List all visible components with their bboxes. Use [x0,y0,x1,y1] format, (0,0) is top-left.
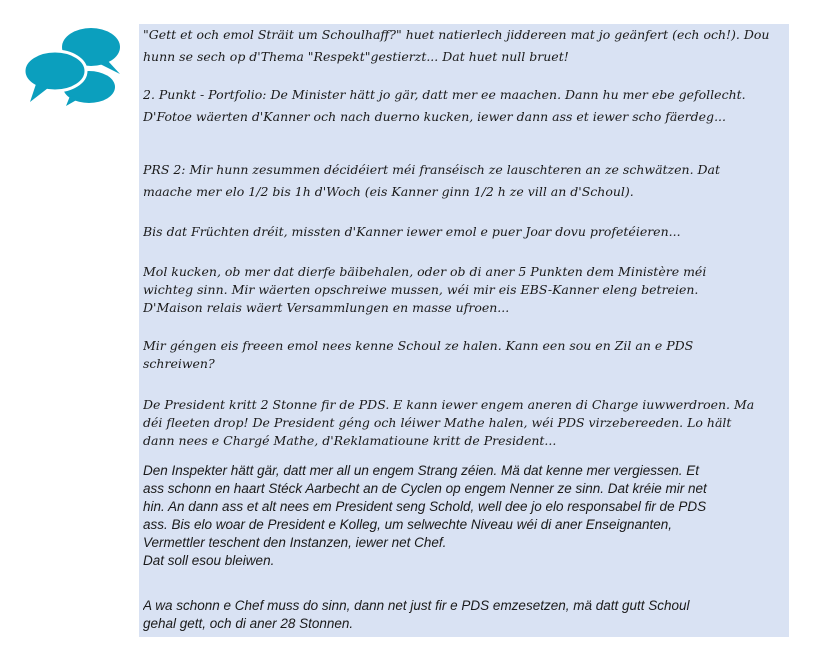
paragraph-2: 2. Punkt - Portfolio: De Minister hätt jo gär, datt mer ee maachen. Dann hu mer ebe gefollecht. D'Fotoe wäerten d'Kanner och nach duerno kucken, iewer dann ass et iewer scho fäerdeg... [143,87,746,124]
paragraph-4: Bis dat Früchten dréit, missten d'Kanner iewer emol e puer Joar dovu profetéieren... [143,224,681,239]
paragraph-9: A wa schonn e Chef muss do sinn, dann net just fir e PDS emzesetzen, mä datt gutt Schoul gehal gett, och di aner 28 Stonnen. [143,598,690,631]
paragraph-3: PRS 2: Mir hunn zesummen décidéiert méi franséisch ze lauschteren an ze schwätzen. Dat maache mer elo 1/2 bis 1h d'Woch (eis Kanner ginn 1/2 h ze vill an d'Schoul). [143,162,721,199]
text-panel [139,24,789,637]
paragraph-6: Mir géngen eis freeen emol nees kenne Schoul ze halen. Kann een sou en Zil an e PDS schreiwen? [143,338,694,371]
speech-bubbles-icon [24,26,124,106]
paragraph-7: De President kritt 2 Stonne fir de PDS. E kann iewer engem aneren di Charge iuwwerdroen. Ma déi fleeten drop! De President géng och léiwer Mathe halen, wéi PDS virzebereeden. Lo hält dann nees e Chargé Mathe, d'Reklamatioune kritt de President... [143,397,755,448]
paragraph-5: Mol kucken, ob mer dat dierfe bäibehalen, oder ob di aner 5 Punkten dem Ministère méi wichteg sinn. Mir wäerten opschreiwe mussen, wéi mir eis EBS-Kanner eleng betreien. D'Maison relais wäert Versammlungen en masse ufroen... [143,264,707,315]
paragraph-8: Den Inspekter hätt gär, datt mer all un engem Strang zéien. Mä dat kenne mer vergiessen. Et ass schonn en haart Stéck Aarbecht an de Cyclen op engem Nenner ze sinn. Dat kréie mir net hin. An dann ass et alt nees em President seng Schold, well dee jo elo responsabel fir de PDS ass. Bis elo woar de President e Kolleg, um selwechte Niveau wéi di aner Enseignanten, Vermettler teschent den Instanzen, iewer net Chef. Dat soll esou bleiwen. [143,463,707,568]
paragraph-1: "Gett et och emol Sträit um Schoulhaff?" huet natierlech jiddereen mat jo geänfert (ech och!). Dou hunn se sech op d'Thema "Respekt"gestierzt... Dat huet null bruet! [143,27,770,64]
